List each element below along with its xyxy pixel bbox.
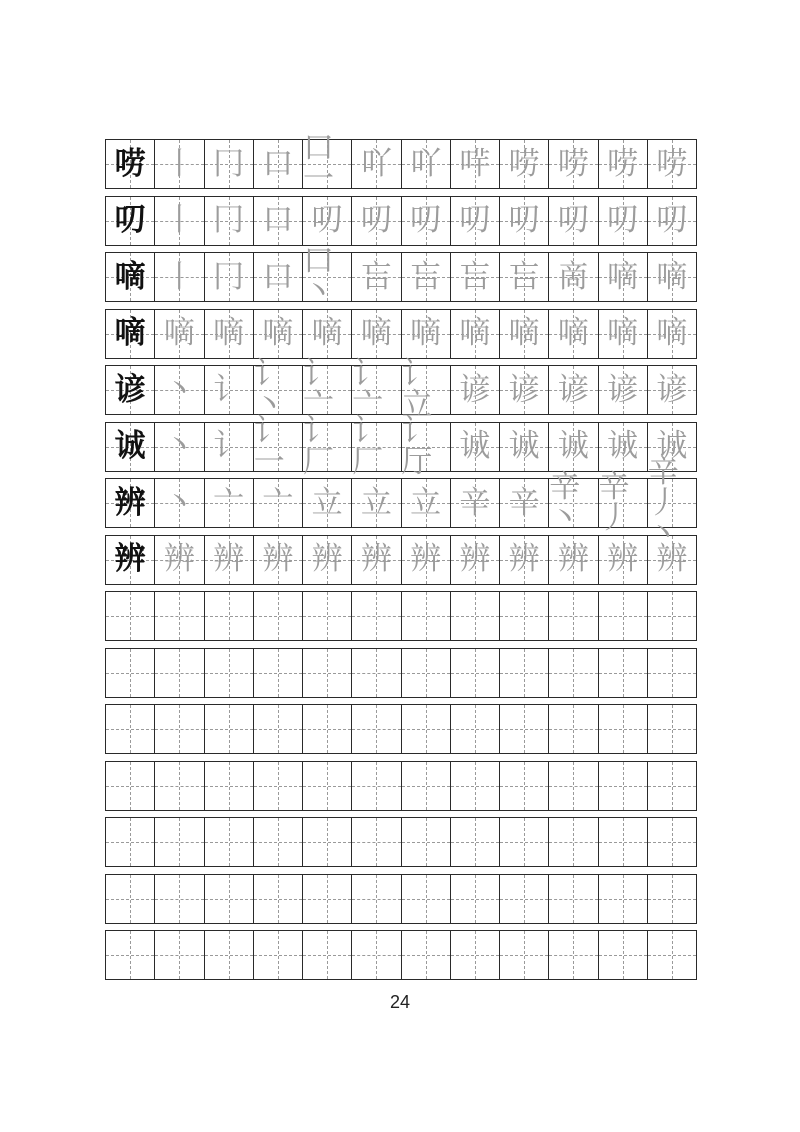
empty-practice-cell[interactable] xyxy=(451,592,500,640)
empty-practice-cell[interactable] xyxy=(500,592,549,640)
tracing-cell xyxy=(155,366,204,414)
tracing-cell xyxy=(254,310,303,358)
tracing-cell xyxy=(254,140,303,188)
tracing-cell xyxy=(303,197,352,245)
empty-practice-cell[interactable] xyxy=(451,705,500,753)
tracing-cell xyxy=(402,197,451,245)
trace-character: 口 xyxy=(262,258,294,295)
tracing-cell xyxy=(648,253,696,301)
tracing-cell xyxy=(352,412,401,480)
grid-row xyxy=(105,930,697,980)
empty-practice-cell[interactable] xyxy=(500,705,549,753)
tracing-cell xyxy=(648,140,696,188)
empty-practice-cell[interactable] xyxy=(402,649,451,697)
empty-practice-cell[interactable] xyxy=(352,818,401,866)
empty-practice-cell[interactable] xyxy=(205,592,254,640)
grid-row xyxy=(105,591,697,641)
empty-practice-cell[interactable] xyxy=(549,931,598,979)
trace-character: 谚 xyxy=(508,371,540,408)
tracing-cell xyxy=(451,253,500,301)
empty-practice-cell[interactable] xyxy=(155,818,204,866)
grid-row xyxy=(105,309,697,359)
empty-practice-cell[interactable] xyxy=(106,818,155,866)
empty-practice-cell[interactable] xyxy=(648,931,696,979)
empty-practice-cell[interactable] xyxy=(254,762,303,810)
empty-practice-cell[interactable] xyxy=(205,931,254,979)
tracing-cell xyxy=(549,536,598,584)
tracing-cell xyxy=(549,197,598,245)
tracing-cell xyxy=(598,469,648,536)
empty-practice-cell[interactable] xyxy=(599,592,648,640)
model-character-cell xyxy=(106,253,155,301)
tracing-cell xyxy=(500,423,549,471)
trace-character: 辨 xyxy=(557,541,589,577)
trace-character: 讠一 xyxy=(253,412,285,480)
empty-practice-cell[interactable] xyxy=(155,592,204,640)
trace-character: 立 xyxy=(360,484,392,521)
empty-practice-cell[interactable] xyxy=(352,705,401,753)
empty-practice-cell[interactable] xyxy=(155,649,204,697)
tracing-cell xyxy=(254,197,303,245)
empty-practice-cell[interactable] xyxy=(451,818,500,866)
trace-character: 口 xyxy=(262,145,294,182)
grid-row xyxy=(105,817,697,867)
trace-character: 亠 xyxy=(262,484,294,521)
grid-row xyxy=(105,196,697,246)
empty-practice-cell[interactable] xyxy=(303,931,352,979)
trace-character: 辨 xyxy=(410,541,442,577)
empty-practice-cell[interactable] xyxy=(155,762,204,810)
empty-practice-cell[interactable] xyxy=(205,818,254,866)
tracing-cell xyxy=(402,253,451,301)
trace-character: 辨 xyxy=(163,541,195,577)
tracing-cell xyxy=(352,536,401,584)
trace-character: 叨 xyxy=(410,202,442,238)
empty-practice-cell[interactable] xyxy=(402,592,451,640)
empty-practice-cell[interactable] xyxy=(254,592,303,640)
trace-character: 哶 xyxy=(459,145,491,182)
model-character: 唠 xyxy=(114,145,146,182)
tracing-cell xyxy=(352,197,401,245)
tracing-cell xyxy=(500,140,549,188)
empty-practice-cell[interactable] xyxy=(599,818,648,866)
empty-practice-cell[interactable] xyxy=(205,875,254,923)
trace-character: 叨 xyxy=(607,202,639,238)
tracing-cell xyxy=(451,536,500,584)
tracing-cell xyxy=(549,423,598,471)
trace-character: 冂 xyxy=(213,258,245,295)
trace-character: 唠 xyxy=(508,145,540,182)
model-character-cell xyxy=(106,479,155,527)
trace-character: 诚 xyxy=(557,428,589,464)
trace-character: 辨 xyxy=(311,541,343,577)
tracing-cell xyxy=(599,310,648,358)
tracing-cell xyxy=(303,310,352,358)
trace-character: 诚 xyxy=(607,428,639,464)
trace-character: 谚 xyxy=(656,371,688,408)
trace-character: 口 xyxy=(262,202,294,238)
empty-practice-cell[interactable] xyxy=(451,762,500,810)
empty-practice-cell[interactable] xyxy=(451,931,500,979)
tracing-cell xyxy=(451,310,500,358)
trace-character: 冂 xyxy=(213,145,245,182)
empty-practice-cell[interactable] xyxy=(205,649,254,697)
trace-character: 讠厂 xyxy=(352,412,384,480)
empty-practice-cell[interactable] xyxy=(648,705,696,753)
empty-practice-cell[interactable] xyxy=(500,762,549,810)
trace-character: 讠厅 xyxy=(401,412,433,480)
empty-practice-cell[interactable] xyxy=(205,705,254,753)
tracing-cell xyxy=(599,536,648,584)
empty-practice-cell[interactable] xyxy=(500,875,549,923)
empty-practice-cell[interactable] xyxy=(155,931,204,979)
tracing-cell xyxy=(155,479,204,527)
trace-character: 辛 xyxy=(459,484,491,521)
empty-practice-cell[interactable] xyxy=(648,762,696,810)
trace-character: 辨 xyxy=(213,541,245,577)
grid-row xyxy=(105,453,697,552)
trace-character: 嘀 xyxy=(656,258,688,295)
tracing-cell xyxy=(599,253,648,301)
grid-row xyxy=(105,648,697,698)
trace-character: 唠 xyxy=(557,145,589,182)
trace-character: 口丶 xyxy=(303,243,334,310)
empty-practice-cell[interactable] xyxy=(402,931,451,979)
tracing-cell xyxy=(599,197,648,245)
tracing-cell xyxy=(549,469,598,536)
empty-practice-cell[interactable] xyxy=(549,592,598,640)
empty-practice-cell[interactable] xyxy=(106,762,155,810)
empty-practice-cell[interactable] xyxy=(599,875,648,923)
tracing-cell xyxy=(402,140,451,188)
tracing-cell xyxy=(205,197,254,245)
empty-practice-cell[interactable] xyxy=(352,592,401,640)
empty-practice-cell[interactable] xyxy=(254,818,303,866)
trace-character: 丶 xyxy=(163,371,195,408)
model-character: 嘀 xyxy=(114,315,146,351)
empty-practice-cell[interactable] xyxy=(402,705,451,753)
trace-character: 讠亠 xyxy=(303,356,334,423)
grid-row xyxy=(105,535,697,585)
trace-character: 丶 xyxy=(163,484,195,521)
empty-practice-cell[interactable] xyxy=(402,818,451,866)
tracing-cell xyxy=(303,479,352,527)
empty-practice-cell[interactable] xyxy=(648,875,696,923)
model-character-cell xyxy=(106,423,155,471)
empty-practice-cell[interactable] xyxy=(303,592,352,640)
trace-character: 讠亠 xyxy=(352,356,384,423)
tracing-cell xyxy=(549,140,598,188)
tracing-cell xyxy=(648,310,696,358)
empty-practice-cell[interactable] xyxy=(599,649,648,697)
empty-practice-cell[interactable] xyxy=(599,705,648,753)
tracing-cell xyxy=(549,366,598,414)
empty-practice-cell[interactable] xyxy=(648,818,696,866)
tracing-cell xyxy=(500,366,549,414)
trace-character: 辛丶 xyxy=(549,469,581,536)
tracing-cell xyxy=(648,366,696,414)
empty-practice-cell[interactable] xyxy=(106,931,155,979)
empty-practice-cell[interactable] xyxy=(303,875,352,923)
model-character: 嘀 xyxy=(114,258,146,295)
model-character-cell xyxy=(106,366,155,414)
tracing-cell xyxy=(500,197,549,245)
empty-practice-cell[interactable] xyxy=(648,592,696,640)
tracing-cell xyxy=(549,253,598,301)
grid-row xyxy=(105,704,697,754)
tracing-cell xyxy=(500,253,549,301)
tracing-cell xyxy=(402,310,451,358)
trace-character: 诚 xyxy=(508,428,540,464)
grid-row xyxy=(105,356,697,423)
empty-practice-cell[interactable] xyxy=(402,762,451,810)
grid-row xyxy=(105,412,697,480)
trace-character: 嘀 xyxy=(360,315,392,351)
trace-character: 谚 xyxy=(459,371,491,408)
tracing-cell xyxy=(254,479,303,527)
grid-row xyxy=(105,761,697,811)
empty-practice-cell[interactable] xyxy=(155,875,204,923)
empty-practice-cell[interactable] xyxy=(106,705,155,753)
empty-practice-cell[interactable] xyxy=(352,875,401,923)
tracing-cell xyxy=(500,479,549,527)
trace-character: 辨 xyxy=(459,541,491,577)
empty-practice-cell[interactable] xyxy=(106,592,155,640)
model-character: 辨 xyxy=(114,484,146,521)
tracing-cell xyxy=(303,356,352,423)
empty-practice-cell[interactable] xyxy=(254,931,303,979)
empty-practice-cell[interactable] xyxy=(599,762,648,810)
model-character: 诚 xyxy=(114,428,146,464)
trace-character: 叨 xyxy=(360,202,392,238)
trace-character: 叨 xyxy=(508,202,540,238)
tracing-cell xyxy=(155,423,204,471)
trace-character: 啇 xyxy=(557,258,589,295)
trace-character: 辨 xyxy=(508,541,540,577)
model-character-cell xyxy=(106,536,155,584)
trace-character: 辨 xyxy=(360,541,392,577)
tracing-cell xyxy=(599,366,648,414)
empty-practice-cell[interactable] xyxy=(549,705,598,753)
model-character: 叨 xyxy=(114,202,146,238)
grid-row xyxy=(105,130,697,197)
tracing-cell xyxy=(205,366,254,414)
trace-character: 辨 xyxy=(656,541,688,577)
empty-practice-cell[interactable] xyxy=(106,649,155,697)
tracing-cell xyxy=(401,356,451,423)
tracing-cell xyxy=(155,253,204,301)
empty-practice-cell[interactable] xyxy=(500,818,549,866)
empty-practice-cell[interactable] xyxy=(303,705,352,753)
trace-character: 辨 xyxy=(607,541,639,577)
trace-character: 吂 xyxy=(410,258,442,295)
empty-practice-cell[interactable] xyxy=(500,649,549,697)
empty-practice-cell[interactable] xyxy=(303,762,352,810)
tracing-cell xyxy=(401,412,451,480)
tracing-cell xyxy=(352,479,401,527)
trace-character: 讠 xyxy=(213,428,245,464)
empty-practice-cell[interactable] xyxy=(500,931,549,979)
tracing-cell xyxy=(253,356,303,423)
trace-character: 嘀 xyxy=(459,315,491,351)
empty-practice-cell[interactable] xyxy=(549,818,598,866)
tracing-cell xyxy=(648,197,696,245)
trace-character: 嘀 xyxy=(508,315,540,351)
trace-character: 亠 xyxy=(213,484,245,521)
empty-practice-cell[interactable] xyxy=(303,818,352,866)
trace-character: 叨 xyxy=(656,202,688,238)
model-character: 辨 xyxy=(114,541,146,577)
empty-practice-cell[interactable] xyxy=(106,875,155,923)
tracing-cell xyxy=(303,536,352,584)
empty-practice-cell[interactable] xyxy=(254,705,303,753)
trace-character: 诚 xyxy=(656,428,688,464)
trace-character: 谚 xyxy=(557,371,589,408)
tracing-cell xyxy=(303,130,352,197)
tracing-cell xyxy=(451,479,500,527)
tracing-cell xyxy=(205,140,254,188)
trace-character: 嘀 xyxy=(213,315,245,351)
trace-character: 立 xyxy=(410,484,442,521)
tracing-cell xyxy=(451,197,500,245)
trace-character: 叨 xyxy=(311,202,343,238)
tracing-cell xyxy=(205,253,254,301)
practice-grid xyxy=(105,130,697,987)
trace-character: 嘀 xyxy=(607,315,639,351)
empty-practice-cell[interactable] xyxy=(352,931,401,979)
empty-practice-cell[interactable] xyxy=(549,649,598,697)
tracing-cell xyxy=(500,536,549,584)
tracing-cell xyxy=(352,310,401,358)
trace-character: 讠立 xyxy=(401,356,433,423)
model-character: 谚 xyxy=(114,371,146,408)
trace-character: 口一 xyxy=(303,130,334,197)
trace-character: 丨 xyxy=(163,202,195,238)
trace-character: 丨 xyxy=(163,258,195,295)
trace-character: 嘀 xyxy=(163,315,195,351)
tracing-cell xyxy=(155,536,204,584)
trace-character: 嘀 xyxy=(557,315,589,351)
trace-character: 吖 xyxy=(410,145,442,182)
grid-row xyxy=(105,874,697,924)
trace-character: 讠丶 xyxy=(253,356,285,423)
tracing-cell xyxy=(352,140,401,188)
tracing-cell xyxy=(155,197,204,245)
trace-character: 嘀 xyxy=(262,315,294,351)
tracing-cell xyxy=(500,310,549,358)
tracing-cell xyxy=(451,140,500,188)
empty-practice-cell[interactable] xyxy=(205,762,254,810)
trace-character: 辛丿丶 xyxy=(647,453,679,552)
empty-practice-cell[interactable] xyxy=(549,875,598,923)
trace-character: 辨 xyxy=(262,541,294,577)
trace-character: 吂 xyxy=(508,258,540,295)
trace-character: 丶 xyxy=(163,428,195,464)
model-character-cell xyxy=(106,197,155,245)
tracing-cell xyxy=(205,423,254,471)
tracing-cell xyxy=(647,453,696,552)
trace-character: 吂 xyxy=(360,258,392,295)
trace-character: 讠 xyxy=(213,371,245,408)
trace-character: 嘀 xyxy=(410,315,442,351)
tracing-cell xyxy=(599,423,648,471)
tracing-cell xyxy=(254,253,303,301)
empty-practice-cell[interactable] xyxy=(352,762,401,810)
tracing-cell xyxy=(205,310,254,358)
trace-character: 嘀 xyxy=(656,315,688,351)
trace-character: 冂 xyxy=(213,202,245,238)
empty-practice-cell[interactable] xyxy=(549,762,598,810)
trace-character: 诚 xyxy=(459,428,491,464)
tracing-cell xyxy=(155,310,204,358)
tracing-cell xyxy=(352,253,401,301)
empty-practice-cell[interactable] xyxy=(254,649,303,697)
empty-practice-cell[interactable] xyxy=(451,649,500,697)
tracing-cell xyxy=(254,536,303,584)
tracing-cell xyxy=(402,479,451,527)
empty-practice-cell[interactable] xyxy=(599,931,648,979)
empty-practice-cell[interactable] xyxy=(648,649,696,697)
model-character-cell xyxy=(106,310,155,358)
tracing-cell xyxy=(352,356,401,423)
tracing-cell xyxy=(155,140,204,188)
tracing-cell xyxy=(303,412,352,480)
trace-character: 叨 xyxy=(459,202,491,238)
trace-character: 嘀 xyxy=(607,258,639,295)
trace-character: 嘀 xyxy=(311,315,343,351)
trace-character: 讠厂 xyxy=(303,412,334,480)
trace-character: 谚 xyxy=(607,371,639,408)
empty-practice-cell[interactable] xyxy=(352,649,401,697)
tracing-cell xyxy=(549,310,598,358)
trace-character: 唠 xyxy=(656,145,688,182)
tracing-cell xyxy=(451,423,500,471)
trace-character: 辛丿 xyxy=(598,469,630,536)
tracing-cell xyxy=(253,412,303,480)
empty-practice-cell[interactable] xyxy=(254,875,303,923)
model-character-cell xyxy=(106,140,155,188)
page-number: 24 xyxy=(389,992,411,1012)
empty-practice-cell[interactable] xyxy=(303,649,352,697)
tracing-cell xyxy=(402,536,451,584)
trace-character: 叨 xyxy=(557,202,589,238)
empty-practice-cell[interactable] xyxy=(402,875,451,923)
grid-row xyxy=(105,243,697,310)
tracing-cell xyxy=(303,243,352,310)
tracing-cell xyxy=(205,479,254,527)
empty-practice-cell[interactable] xyxy=(155,705,204,753)
trace-character: 丨 xyxy=(163,145,195,182)
tracing-cell xyxy=(451,366,500,414)
tracing-cell xyxy=(205,536,254,584)
trace-character: 吂 xyxy=(459,258,491,295)
trace-character: 立 xyxy=(311,484,343,521)
trace-character: 辛 xyxy=(508,484,540,521)
trace-character: 吖 xyxy=(360,145,392,182)
tracing-cell xyxy=(599,140,648,188)
empty-practice-cell[interactable] xyxy=(451,875,500,923)
trace-character: 唠 xyxy=(607,145,639,182)
